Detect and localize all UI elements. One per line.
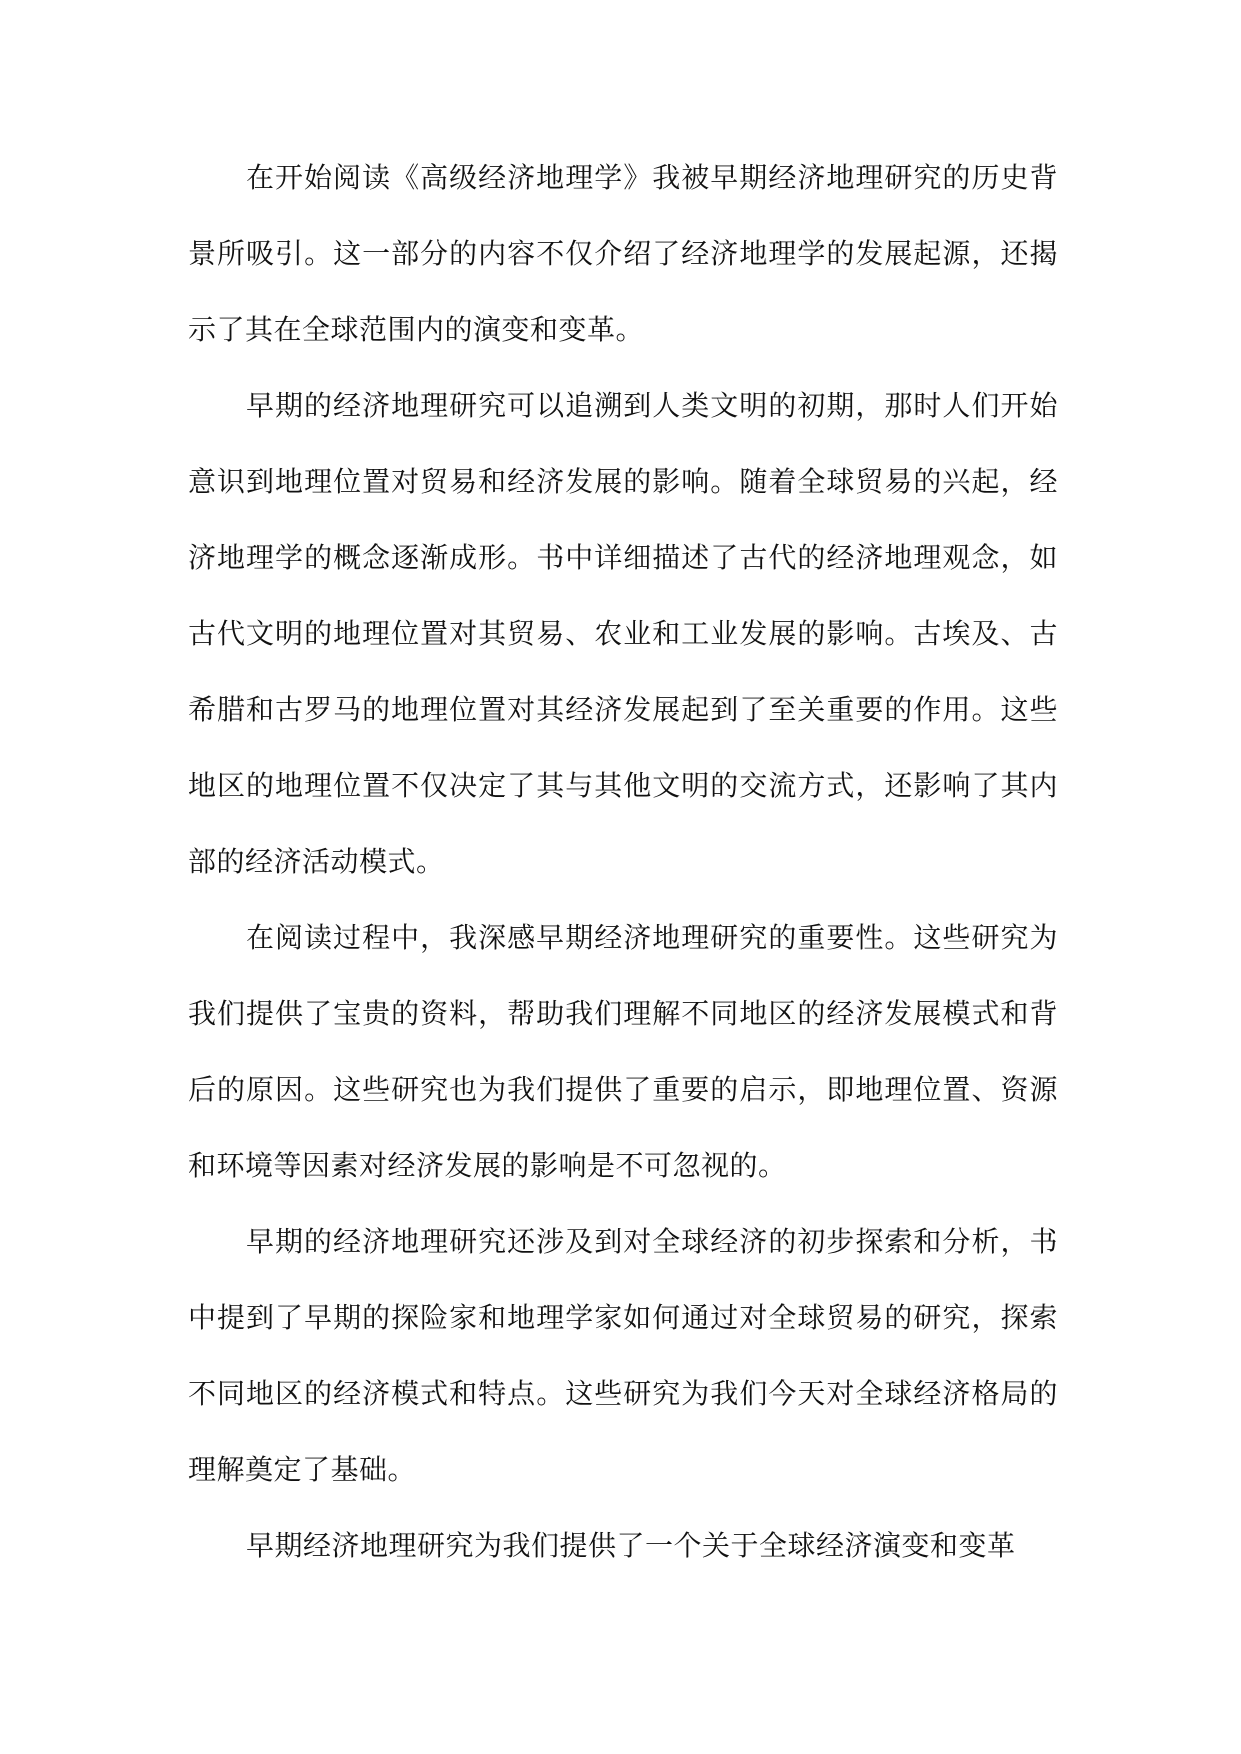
paragraph: 早期经济地理研究为我们提供了一个关于全球经济演变和变革 [246, 1529, 1016, 1562]
paragraph: 在阅读过程中，我深感早期经济地理研究的重要性。这些研究为我们提供了宝贵的资料，帮助我们理解不同地区的经济发展模式和背后的原因。这些研究也为我们提供了重要的启示，即地理位置、资源和环境等因素对经济发展的影响是不可忽视的。 [188, 921, 1058, 1182]
paragraph: 早期的经济地理研究还涉及到对全球经济的初步探索和分析，书中提到了早期的探险家和地理学家如何通过对全球贸易的研究，探索不同地区的经济模式和特点。这些研究为我们今天对全球经济格局的理解奠定了基础。 [188, 1225, 1058, 1486]
paragraph: 早期的经济地理研究可以追溯到人类文明的初期，那时人们开始意识到地理位置对贸易和经济发展的影响。随着全球贸易的兴起，经济地理学的概念逐渐成形。书中详细描述了古代的经济地理观念，如古代文明的地理位置对其贸易、农业和工业发展的影响。古埃及、古希腊和古罗马的地理位置对其经济发展起到了至关重要的作用。这些地区的地理位置不仅决定了其与其他文明的交流方式，还影响了其内部的经济活动模式。 [188, 389, 1058, 878]
paragraph: 在开始阅读《高级经济地理学》我被早期经济地理研究的历史背景所吸引。这一部分的内容不仅介绍了经济地理学的发展起源，还揭示了其在全球范围内的演变和变革。 [188, 161, 1058, 346]
document-body [188, 140, 1058, 1584]
